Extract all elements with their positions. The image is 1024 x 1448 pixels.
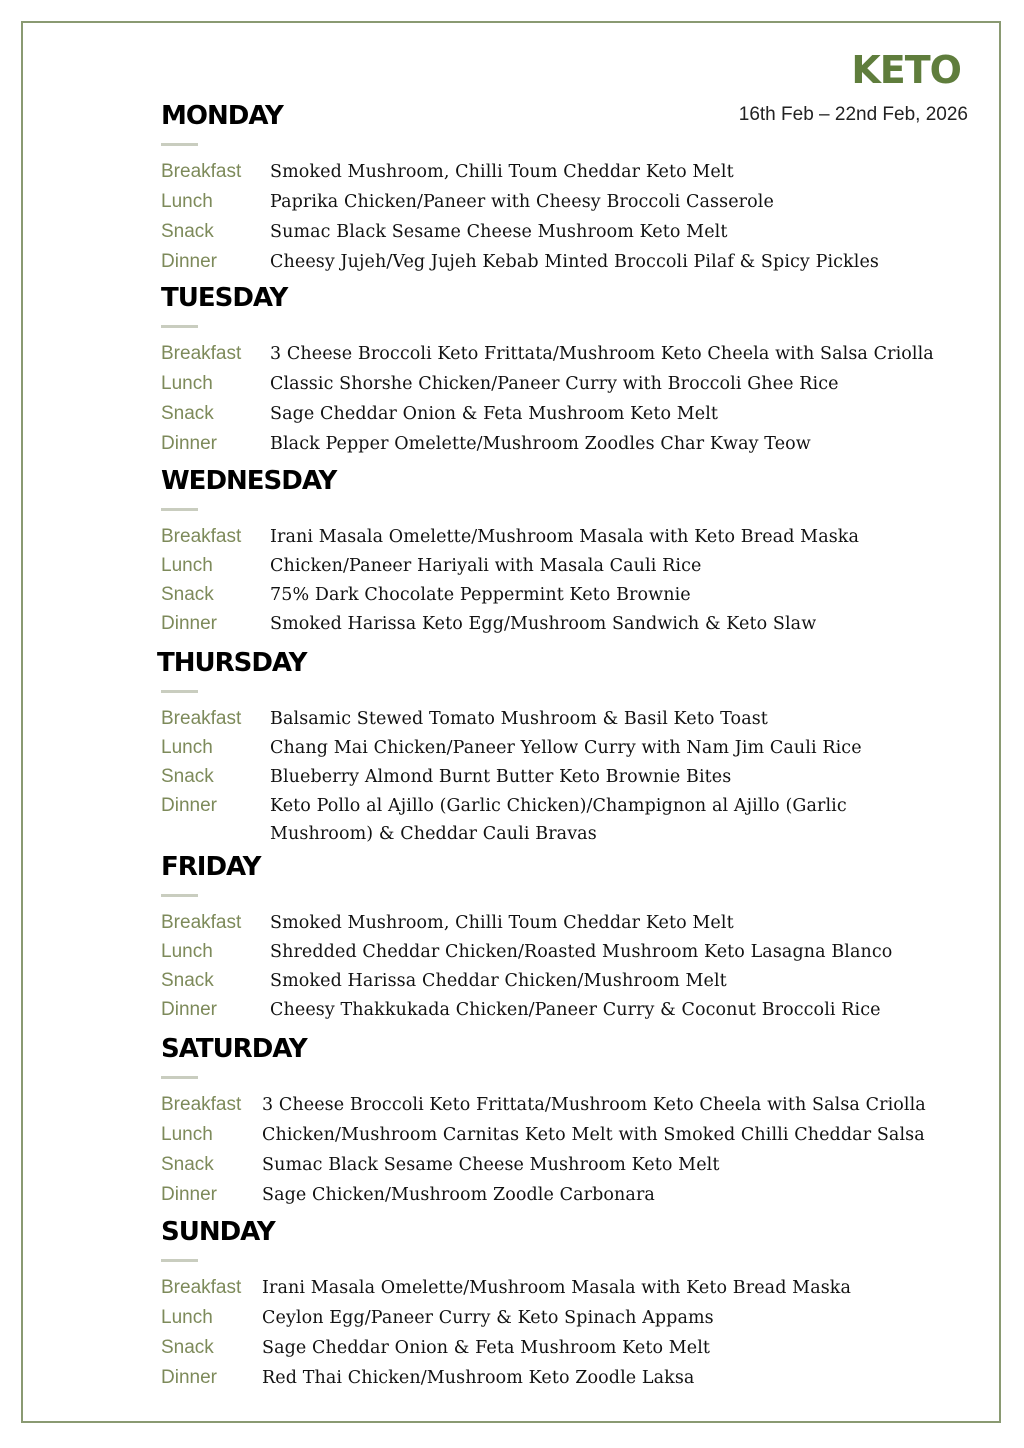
meal-text: Irani Masala Omelette/Mushroom Masala with Keto Bread Maska xyxy=(262,1278,852,1298)
meal-label: Dinner xyxy=(161,1367,217,1388)
meal-text: 3 Cheese Broccoli Keto Frittata/Mushroom Keto Cheela with Salsa Criolla xyxy=(262,1095,926,1115)
meal-label: Dinner xyxy=(161,433,217,454)
meal-text: Sage Cheddar Onion & Feta Mushroom Keto Melt xyxy=(262,1338,711,1358)
meal-row xyxy=(161,370,961,400)
meal-row xyxy=(161,1091,961,1121)
meal-label: Breakfast xyxy=(161,526,242,547)
meal-text: Smoked Mushroom, Chilli Toum Cheddar Keto Melt xyxy=(270,162,734,182)
meal-label: Dinner xyxy=(161,251,217,272)
day-divider xyxy=(161,690,198,693)
meal-text: 3 Cheese Broccoli Keto Frittata/Mushroom Keto Cheela with Salsa Criolla xyxy=(270,344,934,364)
meal-row xyxy=(161,581,961,610)
day-section-sunday xyxy=(161,1217,961,1394)
meal-text: Classic Shorshe Chicken/Paneer Curry with Broccoli Ghee Rice xyxy=(270,374,839,394)
day-title: TUESDAY xyxy=(161,283,288,313)
meal-row xyxy=(161,552,961,581)
meal-label: Breakfast xyxy=(161,343,242,364)
meal-row xyxy=(161,523,961,552)
meal-row xyxy=(161,705,957,734)
day-title: THURSDAY xyxy=(157,648,307,678)
date-range: 16th Feb – 22nd Feb, 2026 xyxy=(738,104,968,125)
meal-row xyxy=(161,1334,961,1364)
meal-row xyxy=(161,1151,961,1181)
meal-text: 75% Dark Chocolate Peppermint Keto Brownie xyxy=(270,585,691,605)
meal-row xyxy=(161,763,957,792)
meal-row xyxy=(161,1181,961,1211)
day-divider xyxy=(161,1076,198,1079)
meal-text: Chicken/Paneer Hariyali with Masala Cauli Rice xyxy=(270,556,702,576)
meal-text: Black Pepper Omelette/Mushroom Zoodles Char Kway Teow xyxy=(270,434,811,454)
meal-text: Paprika Chicken/Paneer with Cheesy Broccoli Casserole xyxy=(270,192,774,212)
meal-label: Lunch xyxy=(161,1124,213,1145)
meal-text: Balsamic Stewed Tomato Mushroom & Basil Keto Toast xyxy=(270,709,768,729)
meal-label: Breakfast xyxy=(161,912,242,933)
meal-text: Sage Cheddar Onion & Feta Mushroom Keto Melt xyxy=(270,404,719,424)
day-title: SATURDAY xyxy=(161,1034,307,1064)
meal-row xyxy=(161,218,961,248)
meal-label: Snack xyxy=(161,221,214,242)
meal-label: Dinner xyxy=(161,999,217,1020)
meal-label: Snack xyxy=(161,584,214,605)
meal-row xyxy=(161,188,961,218)
meal-text: Cheesy Jujeh/Veg Jujeh Kebab Minted Broccoli Pilaf & Spicy Pickles xyxy=(270,252,879,272)
day-section-friday xyxy=(161,852,961,1025)
meal-text: Sumac Black Sesame Cheese Mushroom Keto Melt xyxy=(262,1155,720,1175)
day-divider xyxy=(161,1259,198,1262)
day-divider xyxy=(161,143,198,146)
meal-text: Irani Masala Omelette/Mushroom Masala with Keto Bread Maska xyxy=(270,527,860,547)
day-divider xyxy=(161,325,198,328)
meal-label: Lunch xyxy=(161,1307,213,1328)
meal-label: Breakfast xyxy=(161,708,242,729)
meal-label: Lunch xyxy=(161,737,213,758)
meal-text: Shredded Cheddar Chicken/Roasted Mushroom Keto Lasagna Blanco xyxy=(270,942,893,962)
day-divider xyxy=(161,508,198,511)
meal-row xyxy=(161,996,961,1025)
meal-label: Snack xyxy=(161,766,214,787)
meal-text: Sage Chicken/Mushroom Zoodle Carbonara xyxy=(262,1185,655,1205)
meal-text: Chang Mai Chicken/Paneer Yellow Curry with Nam Jim Cauli Rice xyxy=(270,738,862,758)
day-section-wednesday xyxy=(161,466,961,639)
day-section-saturday xyxy=(161,1034,961,1211)
day-section-monday xyxy=(161,101,961,278)
meal-row xyxy=(161,1274,961,1304)
meal-label: Lunch xyxy=(161,373,213,394)
meal-text: Chicken/Mushroom Carnitas Keto Melt with Smoked Chilli Cheddar Salsa xyxy=(262,1125,925,1145)
day-divider xyxy=(161,894,198,897)
meal-label: Dinner xyxy=(161,613,217,634)
meal-label: Breakfast xyxy=(161,161,242,182)
meal-label: Snack xyxy=(161,403,214,424)
meal-row xyxy=(161,1121,961,1151)
meal-text: Keto Pollo al Ajillo (Garlic Chicken)/Champignon al Ajillo (Garlic Mushroom) & Cheddar Cauli Bravas xyxy=(270,796,847,844)
day-title: MONDAY xyxy=(161,101,283,131)
meal-label: Breakfast xyxy=(161,1277,242,1298)
meal-label: Lunch xyxy=(161,555,213,576)
brand-title: KETO xyxy=(851,48,961,92)
day-title: FRIDAY xyxy=(161,852,261,882)
meal-row xyxy=(161,430,961,460)
day-section-tuesday xyxy=(161,283,961,460)
meal-row xyxy=(161,1304,961,1334)
meal-row xyxy=(161,938,961,967)
meal-text: Blueberry Almond Burnt Butter Keto Brownie Bites xyxy=(270,767,732,787)
meal-text: Smoked Harissa Keto Egg/Mushroom Sandwich & Keto Slaw xyxy=(270,614,817,634)
day-section-thursday xyxy=(157,648,957,848)
meal-row xyxy=(161,610,961,639)
meal-text: Smoked Harissa Cheddar Chicken/Mushroom Melt xyxy=(270,971,727,991)
meal-label: Dinner xyxy=(161,1184,217,1205)
meal-row xyxy=(161,158,961,188)
meal-text: Ceylon Egg/Paneer Curry & Keto Spinach Appams xyxy=(262,1308,714,1328)
meal-row xyxy=(161,967,961,996)
meal-row xyxy=(161,248,961,278)
meal-label: Lunch xyxy=(161,941,213,962)
meal-row xyxy=(161,792,957,848)
meal-label: Lunch xyxy=(161,191,213,212)
meal-row xyxy=(161,909,961,938)
meal-label: Dinner xyxy=(161,795,217,816)
meal-label: Snack xyxy=(161,1154,214,1175)
meal-text: Smoked Mushroom, Chilli Toum Cheddar Keto Melt xyxy=(270,913,734,933)
meal-label: Snack xyxy=(161,970,214,991)
meal-label: Breakfast xyxy=(161,1094,242,1115)
meal-text: Red Thai Chicken/Mushroom Keto Zoodle Laksa xyxy=(262,1368,695,1388)
meal-row xyxy=(161,734,957,763)
day-title: SUNDAY xyxy=(161,1217,275,1247)
meal-text: Cheesy Thakkukada Chicken/Paneer Curry & Coconut Broccoli Rice xyxy=(270,1000,881,1020)
meal-row xyxy=(161,400,961,430)
day-title: WEDNESDAY xyxy=(161,466,337,496)
meal-row xyxy=(161,1364,961,1394)
meal-label: Snack xyxy=(161,1337,214,1358)
meal-text: Sumac Black Sesame Cheese Mushroom Keto Melt xyxy=(270,222,728,242)
meal-row xyxy=(161,340,961,370)
